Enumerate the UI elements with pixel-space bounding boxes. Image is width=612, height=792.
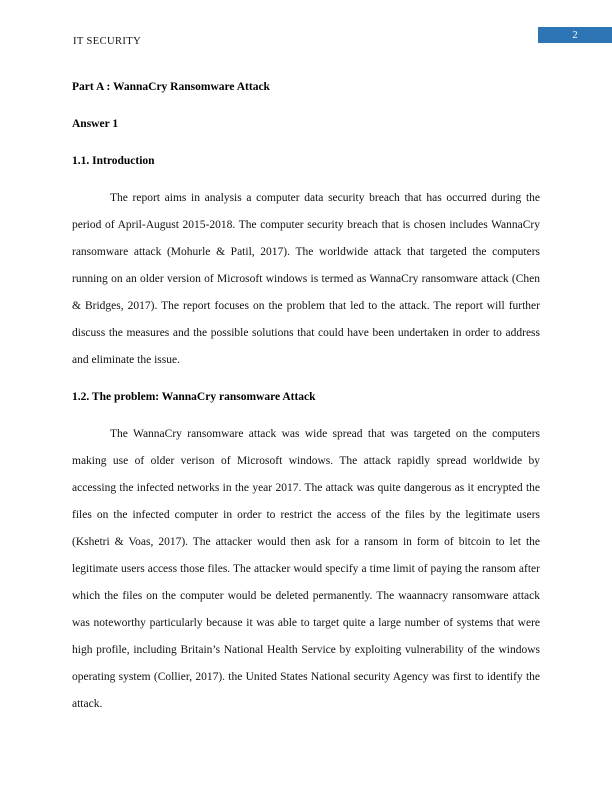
running-header-title: IT SECURITY bbox=[73, 36, 142, 47]
heading-part-a: Part A : WannaCry Ransomware Attack bbox=[72, 81, 270, 93]
document-body bbox=[0, 58, 612, 718]
page-number-badge bbox=[538, 27, 612, 43]
heading-introduction: 1.1. Introduction bbox=[72, 155, 155, 167]
heading-answer-1: Answer 1 bbox=[72, 118, 119, 130]
paragraph-problem: The WannaCry ransomware attack was wide spread that was targeted on the computers making use of older verison of Microsoft windows. The attack rapidly spread worldwide by accessing the infected networks in the year 2017. The attack was quite dangerous as it encrypted the files on the infected computer in order to restrict the access of the files by the legitimate users (Kshetri & Voas, 2017). The attacker would then ask for a ransom in form of bitcoin to let the legitimate users access those files. The attacker would specify a time limit of paying the ransom after which the files on the computer would be deleted permanently. The waannacry ransomware attack was noteworthy particularly because it was able to target quite a large number of systems that were high profile, including Britain’s National Health Service by exploiting vulnerability of the windows operating system (Collier, 2017). the United States National security Agency was first to identify the attack. bbox=[72, 428, 540, 710]
page-number: 2 bbox=[572, 29, 578, 41]
page-header bbox=[0, 0, 612, 58]
paragraph-introduction: The report aims in analysis a computer data security breach that has occurred during the period of April-August 2015-2018. The computer security breach that is chosen includes WannaCry ransomware attack (Mohurle & Patil, 2017). The worldwide attack that targeted the computers running on an older version of Microsoft windows is termed as WannaCry ransomware attack (Chen & Bridges, 2017). The report focuses on the problem that led to the attack. The report will further discuss the measures and the possible solutions that could have been undertaken in order to address and eliminate the issue. bbox=[72, 192, 540, 366]
heading-problem: 1.2. The problem: WannaCry ransomware Attack bbox=[72, 391, 316, 403]
